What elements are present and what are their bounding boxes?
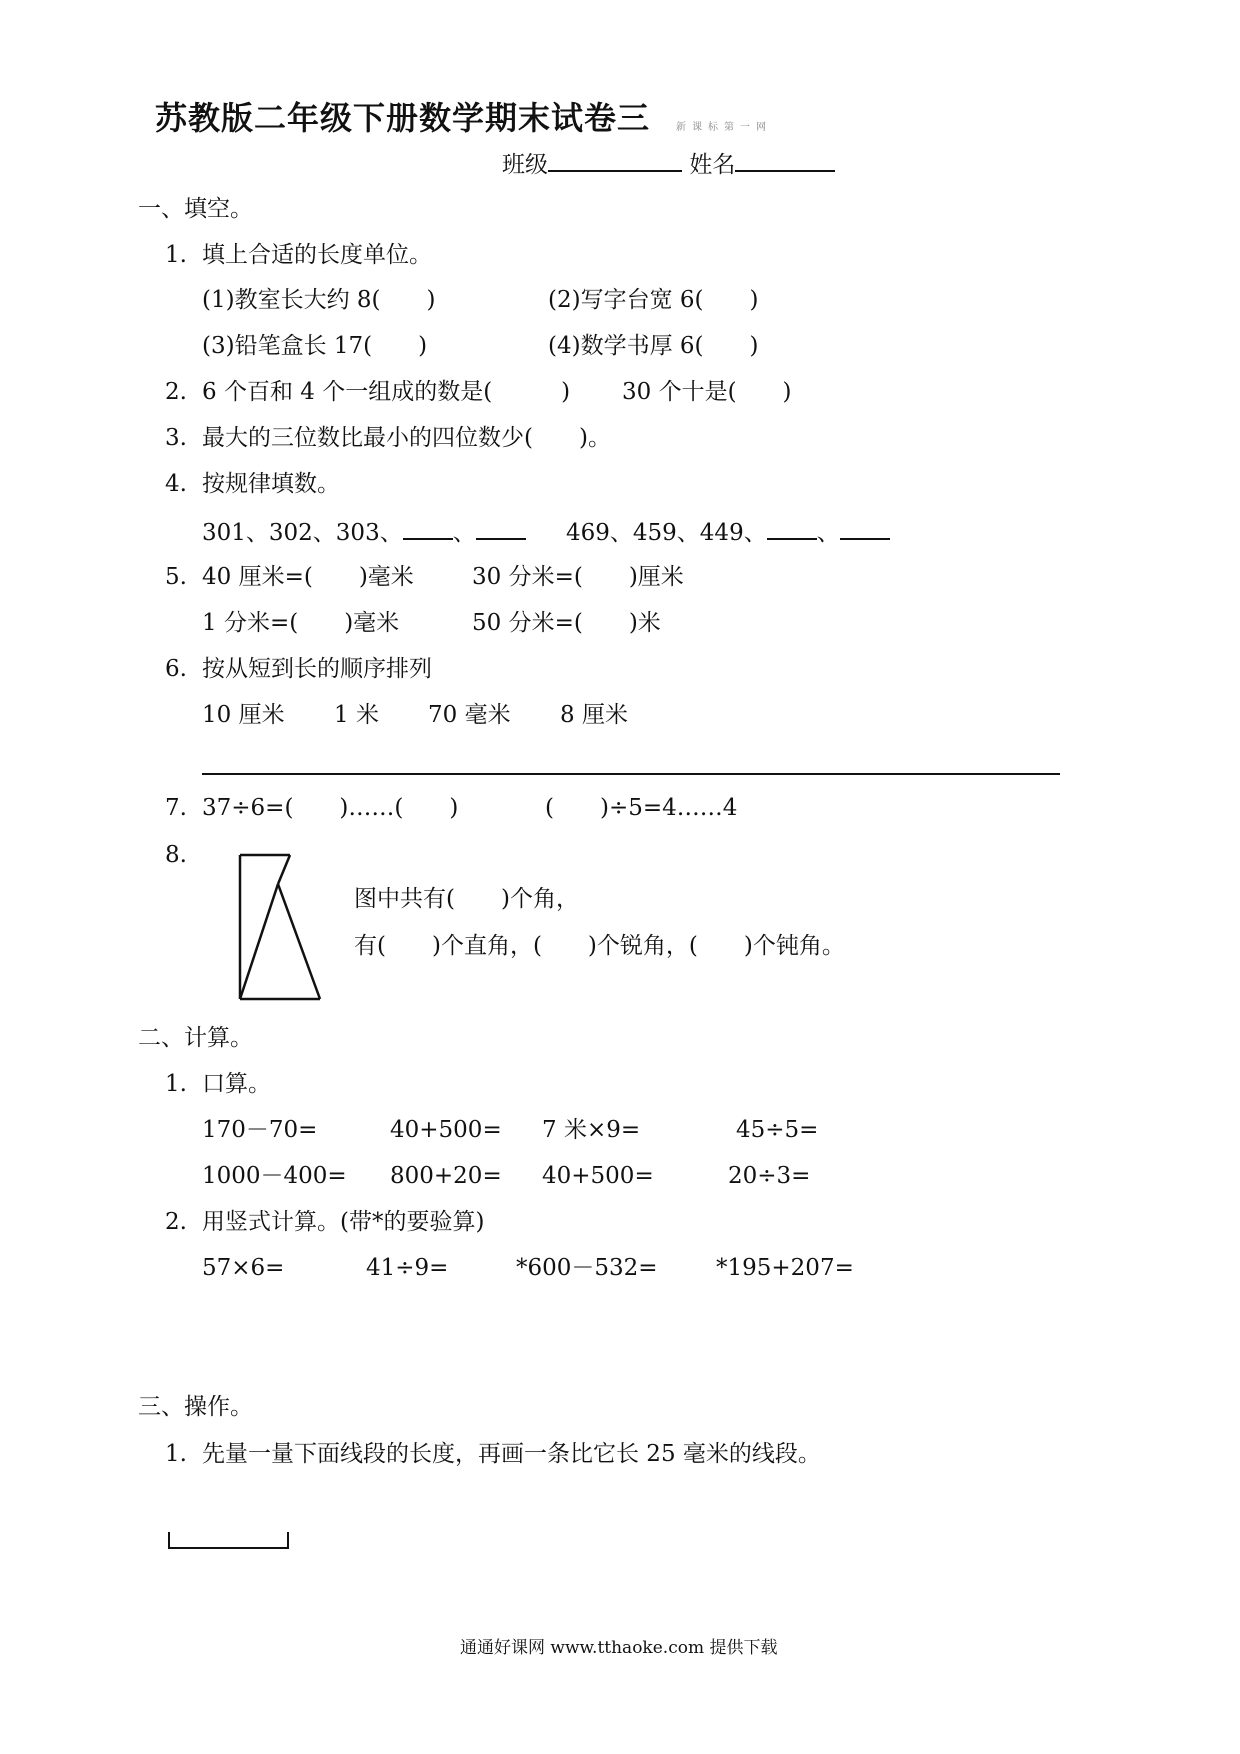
figure-slant-left: [240, 884, 278, 999]
calc-q1-number: 1.: [165, 1071, 187, 1097]
mental-calc-8: 20÷3=: [728, 1163, 811, 1189]
q8-line-1: 图中共有( )个角，: [354, 886, 579, 912]
q1-text: 填上合适的长度单位。: [202, 242, 432, 268]
q6-text: 按从短到长的顺序排列: [202, 656, 432, 682]
op-q1-number: 1.: [165, 1441, 187, 1467]
mental-calc-1: 170－70=: [202, 1117, 318, 1143]
name-label: 姓名: [689, 152, 736, 178]
figure-slant-right: [278, 884, 320, 999]
op-q1-text: 先量一量下面线段的长度，再画一条比它长 25 毫米的线段。: [202, 1441, 821, 1467]
page-title: 苏教版二年级下册数学期末试卷三: [155, 99, 651, 137]
q4-text: 按规律填数。: [202, 471, 340, 497]
section-1-heading: 一、填空。: [138, 196, 253, 222]
q8-angle-figure: [232, 852, 332, 1004]
q4-seq2-numbers: 469、459、449、: [566, 520, 767, 546]
q6-item-2: 1 米: [334, 702, 379, 728]
q6-item-1: 10 厘米: [202, 702, 285, 728]
class-blank[interactable]: [548, 148, 682, 172]
q1-item-3: (3)铅笔盒长 17( ): [202, 333, 428, 359]
q3-text: 最大的三位数比最小的四位数少( )。: [202, 425, 611, 451]
calc-q2-text: 用竖式计算。(带*的要验算): [202, 1209, 485, 1235]
q1-item-4: (4)数学书厚 6( ): [548, 333, 759, 359]
q5-part-b: 30 分米=( )厘米: [472, 564, 684, 590]
q1-number: 1.: [165, 242, 187, 268]
q4-number: 4.: [165, 471, 187, 497]
mental-calc-6: 800+20=: [390, 1163, 502, 1189]
q2-number: 2.: [165, 379, 187, 405]
section-3-heading: 三、操作。: [138, 1394, 253, 1420]
q2-part-b: 30 个十是( ): [622, 379, 792, 405]
q8-line-2: 有( )个直角，( )个锐角，( )个钝角。: [354, 933, 845, 959]
q4-seq2-blank-2[interactable]: [840, 516, 890, 540]
q5-part-d: 50 分米=( )米: [472, 610, 661, 636]
vertical-calc-1: 57×6=: [202, 1255, 285, 1281]
mental-calc-2: 40+500=: [390, 1117, 502, 1143]
q7-part-a: 37÷6=( )……( ): [202, 795, 459, 821]
watermark: 新课标第一网: [676, 122, 772, 133]
q1-item-1: (1)教室长大约 8( ): [202, 287, 436, 313]
calc-q1-text: 口算。: [202, 1071, 271, 1097]
q4-seq1-numbers: 301、302、303、: [202, 520, 403, 546]
q2-part-a: 6 个百和 4 个一组成的数是( ): [202, 379, 571, 405]
q4-sequence-2: [566, 516, 890, 548]
footer-text: 通通好课网 www.tthaoke.com 提供下载: [460, 1638, 778, 1658]
mental-calc-3: 7 米×9=: [542, 1117, 641, 1143]
mental-calc-5: 1000－400=: [202, 1163, 347, 1189]
vertical-calc-4: *195+207=: [716, 1255, 854, 1281]
mental-calc-4: 45÷5=: [736, 1117, 819, 1143]
vertical-calc-3: *600－532=: [516, 1255, 658, 1281]
q1-item-2: (2)写字台宽 6( ): [548, 287, 759, 313]
class-field: [502, 148, 835, 180]
q5-part-a: 40 厘米=( )毫米: [202, 564, 414, 590]
q4-seq2-separator: 、: [816, 520, 840, 546]
q3-number: 3.: [165, 425, 187, 451]
q4-seq1-blank-2[interactable]: [476, 516, 526, 540]
measure-segment: [168, 1532, 289, 1549]
q4-sequence-1: [202, 516, 526, 548]
class-label: 班级: [502, 152, 548, 178]
name-blank[interactable]: [735, 148, 835, 172]
section-2-heading: 二、计算。: [138, 1025, 253, 1051]
q8-number: 8.: [165, 842, 187, 868]
q6-item-3: 70 毫米: [428, 702, 511, 728]
vertical-calc-2: 41÷9=: [366, 1255, 449, 1281]
mental-calc-7: 40+500=: [542, 1163, 654, 1189]
q5-number: 5.: [165, 564, 187, 590]
q6-item-4: 8 厘米: [560, 702, 628, 728]
q7-number: 7.: [165, 795, 187, 821]
q4-seq1-separator: 、: [452, 520, 476, 546]
q6-answer-line[interactable]: [202, 773, 1060, 775]
q6-number: 6.: [165, 656, 187, 682]
figure-slant-short: [278, 855, 290, 884]
q7-part-b: ( )÷5=4……4: [545, 795, 738, 821]
q4-seq2-blank-1[interactable]: [767, 516, 817, 540]
calc-q2-number: 2.: [165, 1209, 187, 1235]
q5-part-c: 1 分米=( )毫米: [202, 610, 400, 636]
q4-seq1-blank-1[interactable]: [403, 516, 453, 540]
